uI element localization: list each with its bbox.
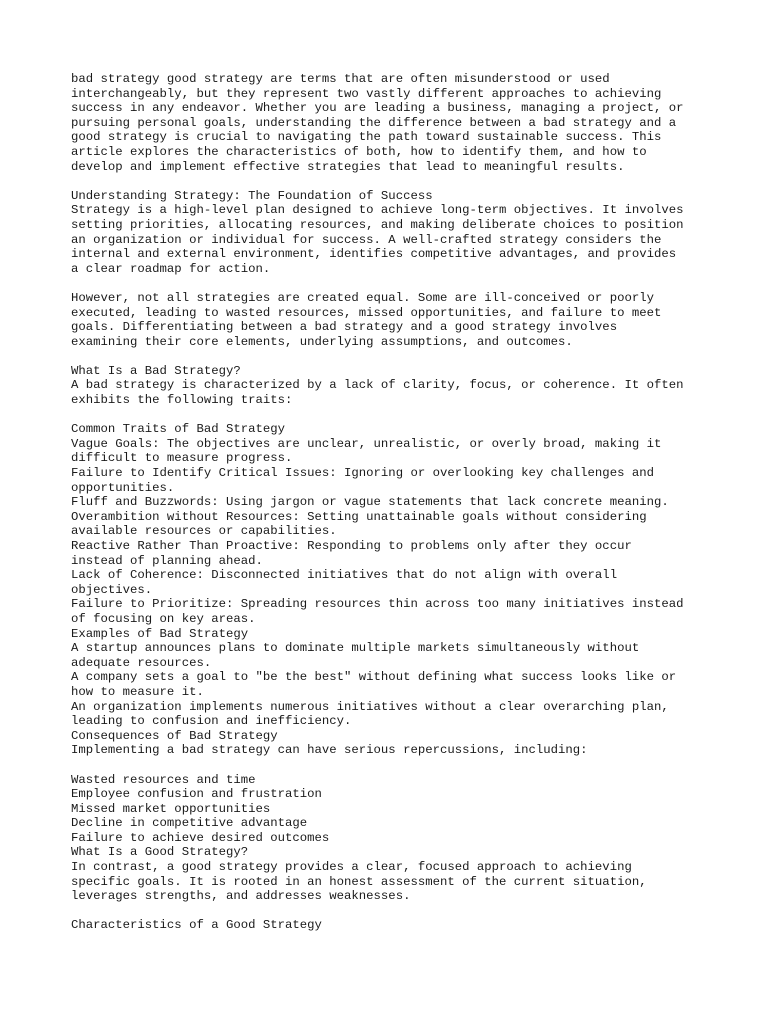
- text-line: success in any endeavor. Whether you are leading a business, managing a project, or: [71, 101, 684, 116]
- text-line: What Is a Good Strategy?: [71, 845, 249, 860]
- paragraph-spacer: [71, 276, 711, 291]
- text-line: internal and external environment, identifies competitive advantages, and provides: [71, 247, 677, 262]
- text-line: Vague Goals: The objectives are unclear, unrealistic, or overly broad, making it: [71, 436, 662, 451]
- text-paragraph: [71, 291, 711, 349]
- text-line: Employee confusion and frustration: [71, 787, 322, 802]
- text-line: examining their core elements, underlying assumptions, and outcomes.: [71, 334, 573, 349]
- text-line: good strategy is crucial to navigating the path toward sustainable success. This: [71, 130, 662, 145]
- text-line: specific goals. It is rooted in an honest assessment of the current situation,: [71, 874, 647, 889]
- text-line: Common Traits of Bad Strategy: [71, 422, 286, 437]
- text-line: Strategy is a high-level plan designed to achieve long-term objectives. It involves: [71, 203, 684, 218]
- text-line: Wasted resources and time: [71, 772, 256, 787]
- text-line: how to measure it.: [71, 684, 204, 699]
- text-line: adequate resources.: [71, 655, 212, 670]
- document-page: [71, 72, 711, 933]
- text-line: difficult to measure progress.: [71, 451, 293, 466]
- text-line: Failure to Prioritize: Spreading resources thin across too many initiatives instead: [71, 597, 684, 612]
- text-line: leading to confusion and inefficiency.: [71, 714, 352, 729]
- text-line: Lack of Coherence: Disconnected initiatives that do not align with overall: [71, 568, 618, 583]
- text-line: leverages strengths, and addresses weaknesses.: [71, 889, 411, 904]
- text-line: setting priorities, allocating resources, and making deliberate choices to position: [71, 217, 684, 232]
- text-paragraph: [71, 918, 711, 933]
- text-line: Examples of Bad Strategy: [71, 626, 249, 641]
- text-line: An organization implements numerous initiatives without a clear overarching plan,: [71, 699, 669, 714]
- text-line: available resources or capabilities.: [71, 524, 337, 539]
- text-line: bad strategy good strategy are terms that are often misunderstood or used: [71, 72, 610, 86]
- text-line: However, not all strategies are created equal. Some are ill-conceived or poorly: [71, 290, 654, 305]
- text-line: interchangeably, but they represent two vastly different approaches to achieving: [71, 86, 662, 101]
- text-line: Missed market opportunities: [71, 801, 271, 816]
- text-line: Decline in competitive advantage: [71, 816, 308, 831]
- text-line: of focusing on key areas.: [71, 611, 256, 626]
- text-line: What Is a Bad Strategy?: [71, 363, 241, 378]
- text-line: Overambition without Resources: Setting unattainable goals without considering: [71, 509, 647, 524]
- text-line: Reactive Rather Than Proactive: Responding to problems only after they occur: [71, 539, 632, 553]
- text-line: pursuing personal goals, understanding the difference between a bad strategy and a: [71, 115, 677, 130]
- paragraph-spacer: [71, 758, 711, 773]
- text-line: exhibits the following traits:: [71, 393, 293, 408]
- text-line: article explores the characteristics of both, how to identify them, and how to: [71, 144, 647, 159]
- text-line: A startup announces plans to dominate multiple markets simultaneously without: [71, 641, 640, 656]
- text-line: Implementing a bad strategy can have serious repercussions, including:: [71, 743, 588, 758]
- text-paragraph: [71, 773, 711, 904]
- text-line: executed, leading to wasted resources, missed opportunities, and failure to meet: [71, 305, 662, 320]
- text-paragraph: [71, 189, 711, 277]
- paragraph-spacer: [71, 349, 711, 364]
- text-line: objectives.: [71, 582, 153, 597]
- text-line: A bad strategy is characterized by a lack of clarity, focus, or coherence. It often: [71, 378, 684, 393]
- text-paragraph: [71, 364, 711, 408]
- text-line: instead of planning ahead.: [71, 553, 263, 568]
- text-line: an organization or individual for success. A well-crafted strategy considers the: [71, 232, 662, 247]
- text-line: Failure to Identify Critical Issues: Ignoring or overlooking key challenges and: [71, 466, 654, 481]
- text-line: In contrast, a good strategy provides a clear, focused approach to achieving: [71, 860, 632, 875]
- paragraph-spacer: [71, 174, 711, 189]
- text-line: Failure to achieve desired outcomes: [71, 830, 330, 845]
- text-line: A company sets a goal to "be the best" without defining what success looks like or: [71, 670, 677, 685]
- text-paragraph: [71, 72, 711, 174]
- text-line: Fluff and Buzzwords: Using jargon or vague statements that lack concrete meaning.: [71, 495, 669, 510]
- text-line: opportunities.: [71, 480, 175, 495]
- text-line: Consequences of Bad Strategy: [71, 728, 278, 743]
- paragraph-spacer: [71, 408, 711, 423]
- text-paragraph: [71, 422, 711, 758]
- paragraph-spacer: [71, 904, 711, 919]
- text-line: a clear roadmap for action.: [71, 261, 271, 276]
- text-line: Understanding Strategy: The Foundation of Success: [71, 188, 433, 203]
- text-line: Characteristics of a Good Strategy: [71, 918, 322, 933]
- text-line: develop and implement effective strategies that lead to meaningful results.: [71, 159, 625, 174]
- text-line: goals. Differentiating between a bad strategy and a good strategy involves: [71, 320, 618, 335]
